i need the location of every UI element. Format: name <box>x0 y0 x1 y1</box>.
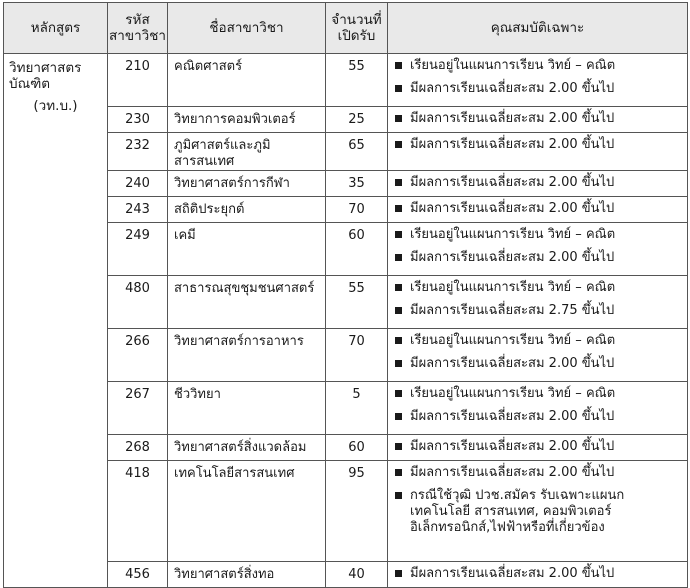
square-bullet-icon <box>395 231 402 238</box>
qualifications-cell <box>388 107 688 133</box>
table-row <box>4 54 688 107</box>
square-bullet-icon <box>395 443 402 450</box>
qualification-item <box>394 566 683 584</box>
qualification-text: มีผลการเรียนเฉลี่ยสะสม 2.00 ขึ้นไป <box>410 201 615 216</box>
major-name: วิทยาศาสตร์การกีฬา <box>168 171 326 197</box>
square-bullet-icon <box>395 492 402 499</box>
qualifications-cell <box>388 435 688 461</box>
major-code: 456 <box>108 562 168 588</box>
major-name: วิทยาการคอมพิวเตอร์ <box>168 107 326 133</box>
square-bullet-icon <box>395 205 402 212</box>
qualifications-cell <box>388 562 688 588</box>
qualification-item <box>394 356 683 374</box>
major-name: วิทยาศาสตร์สิ่งแวดล้อม <box>168 435 326 461</box>
qualification-text: มีผลการเรียนเฉลี่ยสะสม 2.00 ขึ้นไป <box>410 566 615 581</box>
major-code: 232 <box>108 133 168 171</box>
qualifications-cell <box>388 171 688 197</box>
qualification-text: เรียนอยู่ในแผนการเรียน วิทย์ – คณิต <box>410 280 616 295</box>
seats-count: 40 <box>326 562 388 588</box>
qualification-item <box>394 137 683 155</box>
qualifications-cell <box>388 329 688 382</box>
seats-count: 35 <box>326 171 388 197</box>
square-bullet-icon <box>395 62 402 69</box>
qualification-item <box>394 333 683 351</box>
qualification-text: มีผลการเรียนเฉลี่ยสะสม 2.00 ขึ้นไป <box>410 409 615 424</box>
major-code: 249 <box>108 223 168 276</box>
qualification-item <box>394 386 683 404</box>
program-name: วิทยาศาสตรบัณฑิต <box>9 60 82 92</box>
major-name: วิทยาศาสตร์การอาหาร <box>168 329 326 382</box>
admissions-table <box>3 2 688 588</box>
major-code: 418 <box>108 461 168 562</box>
qualifications-cell <box>388 133 688 171</box>
qualification-item <box>394 111 683 129</box>
qualification-text: มีผลการเรียนเฉลี่ยสะสม 2.75 ขึ้นไป <box>410 303 615 318</box>
square-bullet-icon <box>395 85 402 92</box>
qualification-item <box>394 409 683 427</box>
qualification-text: มีผลการเรียนเฉลี่ยสะสม 2.00 ขึ้นไป <box>410 175 615 190</box>
header-code: รหัส สาขาวิชา <box>108 3 168 54</box>
qualifications-cell <box>388 276 688 329</box>
qualification-item <box>394 58 683 76</box>
square-bullet-icon <box>395 360 402 367</box>
seats-count: 95 <box>326 461 388 562</box>
qualification-text: มีผลการเรียนเฉลี่ยสะสม 2.00 ขึ้นไป <box>410 465 615 480</box>
qualification-item <box>394 280 683 298</box>
major-code: 266 <box>108 329 168 382</box>
square-bullet-icon <box>395 141 402 148</box>
header-seats: จำนวนที่ เปิดรับ <box>326 3 388 54</box>
qualification-text: เรียนอยู่ในแผนการเรียน วิทย์ – คณิต <box>410 227 616 242</box>
seats-count: 70 <box>326 197 388 223</box>
major-code: 267 <box>108 382 168 435</box>
major-name: เคมี <box>168 223 326 276</box>
square-bullet-icon <box>395 337 402 344</box>
qualification-text: เรียนอยู่ในแผนการเรียน วิทย์ – คณิต <box>410 58 616 73</box>
major-name: สาธารณสุขชุมชนศาสตร์ <box>168 276 326 329</box>
square-bullet-icon <box>395 115 402 122</box>
qualification-text: มีผลการเรียนเฉลี่ยสะสม 2.00 ขึ้นไป <box>410 81 615 96</box>
qualification-item <box>394 303 683 321</box>
seats-count: 65 <box>326 133 388 171</box>
qualification-text: มีผลการเรียนเฉลี่ยสะสม 2.00 ขึ้นไป <box>410 111 615 126</box>
square-bullet-icon <box>395 254 402 261</box>
qualification-text: เรียนอยู่ในแผนการเรียน วิทย์ – คณิต <box>410 333 616 348</box>
seats-count: 25 <box>326 107 388 133</box>
seats-count: 5 <box>326 382 388 435</box>
qualifications-cell <box>388 54 688 107</box>
square-bullet-icon <box>395 179 402 186</box>
major-code: 210 <box>108 54 168 107</box>
seats-count: 60 <box>326 223 388 276</box>
square-bullet-icon <box>395 469 402 476</box>
qualification-item <box>394 439 683 457</box>
qualification-item <box>394 201 683 219</box>
qualifications-cell <box>388 382 688 435</box>
major-name: เทคโนโลยีสารสนเทศ <box>168 461 326 562</box>
seats-count: 55 <box>326 54 388 107</box>
header-name: ชื่อสาขาวิชา <box>168 3 326 54</box>
header-qualifications: คุณสมบัติเฉพาะ <box>388 3 688 54</box>
header-row <box>4 3 688 54</box>
major-code: 243 <box>108 197 168 223</box>
qualification-text: มีผลการเรียนเฉลี่ยสะสม 2.00 ขึ้นไป <box>410 250 615 265</box>
qualification-text: มีผลการเรียนเฉลี่ยสะสม 2.00 ขึ้นไป <box>410 137 615 152</box>
qualification-text: มีผลการเรียนเฉลี่ยสะสม 2.00 ขึ้นไป <box>410 356 615 371</box>
seats-count: 55 <box>326 276 388 329</box>
seats-count: 60 <box>326 435 388 461</box>
qualifications-cell <box>388 461 688 562</box>
major-code: 268 <box>108 435 168 461</box>
qualification-text: เรียนอยู่ในแผนการเรียน วิทย์ – คณิต <box>410 386 616 401</box>
qualification-text: กรณีใช้วุฒิ ปวช.สมัคร รับเฉพาะแผนกเทคโนโลยี สารสนเทศ, คอมพิวเตอร์อิเล็กทรอนิกส์,ไฟฟ้าหรือที่เกี่ยวข้อง <box>410 488 625 535</box>
major-name: ชีววิทยา <box>168 382 326 435</box>
qualifications-cell <box>388 197 688 223</box>
major-code: 480 <box>108 276 168 329</box>
header-program: หลักสูตร <box>4 3 108 54</box>
square-bullet-icon <box>395 413 402 420</box>
qualification-text: มีผลการเรียนเฉลี่ยสะสม 2.00 ขึ้นไป <box>410 439 615 454</box>
seats-count: 70 <box>326 329 388 382</box>
square-bullet-icon <box>395 284 402 291</box>
program-abbr: (วท.บ.) <box>33 98 78 114</box>
major-code: 230 <box>108 107 168 133</box>
square-bullet-icon <box>395 390 402 397</box>
major-name: ภูมิศาสตร์และภูมิสารสนเทศ <box>168 133 326 171</box>
qualifications-cell <box>388 223 688 276</box>
qualification-item <box>394 81 683 99</box>
qualification-item <box>394 488 683 536</box>
major-code: 240 <box>108 171 168 197</box>
square-bullet-icon <box>395 307 402 314</box>
qualification-item <box>394 250 683 268</box>
major-name: คณิตศาสตร์ <box>168 54 326 107</box>
major-name: สถิติประยุกต์ <box>168 197 326 223</box>
qualification-item <box>394 175 683 193</box>
program-cell <box>4 54 108 588</box>
major-name: วิทยาศาสตร์สิ่งทอ <box>168 562 326 588</box>
qualification-item <box>394 465 683 483</box>
qualification-item <box>394 227 683 245</box>
